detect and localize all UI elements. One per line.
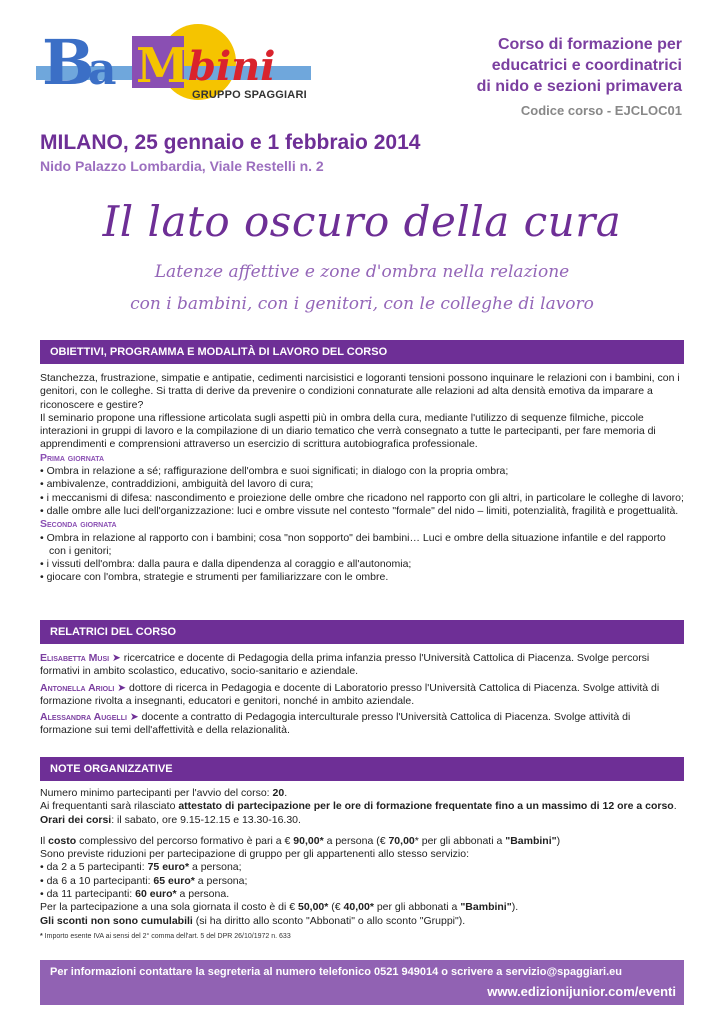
speaker-item xyxy=(40,711,684,738)
day1-bullet: • dalle ombre alle luci dell'organizzazione: luci e ombre vissute nel contesto "formale" del nido – limiti, potenzialità, fragilità e progettualità. xyxy=(40,504,679,517)
course-code: Codice corso - EJCLOC01 xyxy=(520,103,682,118)
day1-heading: Prima giornata xyxy=(40,451,105,464)
day1-bullet: • ambivalenze, contraddizioni, ambiguità del lavoro di cura; xyxy=(40,478,314,491)
section-body-objectives xyxy=(40,372,684,585)
speaker-bio: ricercatrice e docente di Pedagogia della prima infanzia presso l'Università Cattolica di Piacenza. Svolge percorsi formativi in ambito scolastico, educativo, socio-sanitario e aziendale. xyxy=(40,652,650,678)
reduction-item: • da 11 partecipanti: 60 euro* a persona. xyxy=(40,888,230,901)
speaker-bio: dottore di ricerca in Pedagogia e docente di Laboratorio presso l'Università Cattolica di Piacenza. Svolge attività di formazione rivolta a insegnanti, educatori e genitori, nonché in ambito aziendale. xyxy=(40,681,660,707)
objectives-intro-2: Il seminario propone una riflessione articolata sugli aspetti più in ombra della cura, mediante l'utilizzo di sequenze filmiche, piccole interazioni in gruppi di lavoro e la compilazione di un diario tematico che verrà consegnato a tutte le partecipanti, per fare memoria di apprendimenti e comprensioni attraverso un esercizio di scrittura autobiografica professionale. xyxy=(40,411,656,451)
day2-bullet: • Ombra in relazione al rapporto con i bambini; cosa "non sopporto" dei bambini… Luci e ombre della situazione infantile e del rapporto con i genitori; xyxy=(40,531,666,557)
event-date: MILANO, 25 gennaio e 1 febbraio 2014 xyxy=(40,131,421,154)
logo-letters-bini: bini xyxy=(188,43,276,90)
speaker-name: Alessandra Augelli xyxy=(40,711,127,724)
section-heading-objectives: OBIETTIVI, PROGRAMMA E MODALITÀ DI LAVORO DEL CORSO xyxy=(40,340,684,364)
arrow-icon: ➤ xyxy=(112,652,121,664)
logo-letter-a: a xyxy=(88,44,117,95)
logo-letter-m: M xyxy=(136,38,190,94)
course-hours: Orari dei corsi: il sabato, ore 9.15-12.15 e 13.30-16.30. xyxy=(40,813,301,826)
event-place: Nido Palazzo Lombardia, Viale Restelli n. 2 xyxy=(40,158,324,174)
single-day-cost: Per la partecipazione a una sola giornata il costo è di € 50,00* (€ 40,00* per gli abbonati a "Bambini"). xyxy=(40,901,519,914)
cost-line: Il costo complessivo del percorso formativo è pari a € 90,00* a persona (€ 70,00* per gli abbonati a "Bambini") xyxy=(40,834,561,847)
logo-subtitle: GRUPPO SPAGGIARI xyxy=(192,89,307,101)
objectives-intro-1: Stanchezza, frustrazione, simpatie e antipatie, cedimenti narcisistici e logoranti tensioni possono inquinare le relazioni con i bambini, con i genitori, con le colleghe. Si tratta di derive da prevenire o condizioni connaturate alle relazioni ad alta densità emotiva da imparare a riconoscere e gestire? xyxy=(40,372,680,411)
day1-bullet: • Ombra in relazione a sé; raffigurazione dell'ombra e suoi significati; in dialogo con la propria ombra; xyxy=(40,465,509,478)
day2-heading: Seconda giornata xyxy=(40,518,117,531)
section-body-notes xyxy=(40,787,684,943)
course-line-2: educatrici e coordinatrici xyxy=(491,57,682,74)
section-heading-notes: NOTE ORGANIZZATIVE xyxy=(40,757,684,781)
certificate-note: Ai frequentanti sarà rilasciato attestato di partecipazione per le ore di formazione frequentate fino a un massimo di 12 ore a corso. xyxy=(40,800,677,813)
course-header xyxy=(402,34,682,118)
day2-bullet: • i vissuti dell'ombra: dalla paura e dalla dipendenza al coraggio e all'autonomia; xyxy=(40,558,412,571)
day2-bullet: • giocare con l'ombra, strategie e strumenti per familiarizzare con le ombre. xyxy=(40,571,389,584)
course-line-1: Corso di formazione per xyxy=(497,36,682,53)
day1-bullet: • i meccanismi di difesa: nascondimento e proiezione delle ombre che ricadono nel rapporto con gli altri, in particolare le colleghe di lavoro; xyxy=(40,491,684,504)
arrow-icon: ➤ xyxy=(117,681,127,694)
reduction-item: • da 2 a 5 partecipanti: 75 euro* a persona; xyxy=(40,861,242,874)
course-line-3: di nido e sezioni primavera xyxy=(476,78,682,95)
subtitle-line-2: con i bambini, con i genitori, con le colleghe di lavoro xyxy=(130,294,594,314)
discount-note: Gli sconti non sono cumulabili (si ha diritto allo sconto "Abbonati" o allo sconto "Gruppi"). xyxy=(40,914,466,927)
reduction-intro: Sono previste riduzioni per partecipazione di gruppo per gli appartenenti allo stesso servizio: xyxy=(40,848,469,861)
section-heading-speakers: RELATRICI DEL CORSO xyxy=(40,620,684,644)
speaker-name: Elisabetta Musi xyxy=(40,652,110,664)
speaker-item xyxy=(40,682,684,709)
min-participants: Numero minimo partecipanti per l'avvio del corso: 20. xyxy=(40,787,288,799)
reduction-item: • da 6 a 10 partecipanti: 65 euro* a persona; xyxy=(40,874,248,887)
logo-letter-b: B xyxy=(42,26,95,99)
footer-website-link[interactable]: www.edizionijunior.com/eventi xyxy=(487,984,676,999)
speaker-name: Antonella Arioli xyxy=(40,681,115,694)
footer-contact: Per informazioni contattare la segreteria al numero telefonico 0521 949014 o scrivere a servizio@spaggiari.eu xyxy=(50,966,622,978)
section-body-speakers xyxy=(40,652,684,738)
page-title: Il lato oscuro della cura xyxy=(102,197,622,246)
subtitle-line-1: Latenze affettive e zone d'ombra nella relazione xyxy=(154,262,570,282)
footer-bar xyxy=(40,960,684,1005)
speaker-item xyxy=(40,652,684,679)
speaker-bio: docente a contratto di Pedagogia interculturale presso l'Università Cattolica di Piacenza. Svolge attività di formazione sui temi dell'affettività e della relazionalità. xyxy=(40,711,631,737)
arrow-icon: ➤ xyxy=(129,711,139,724)
vat-footnote: * Importo esente IVA ai sensi del 2° comma dell'art. 5 del DPR 26/10/1972 n. 633 xyxy=(40,932,291,940)
